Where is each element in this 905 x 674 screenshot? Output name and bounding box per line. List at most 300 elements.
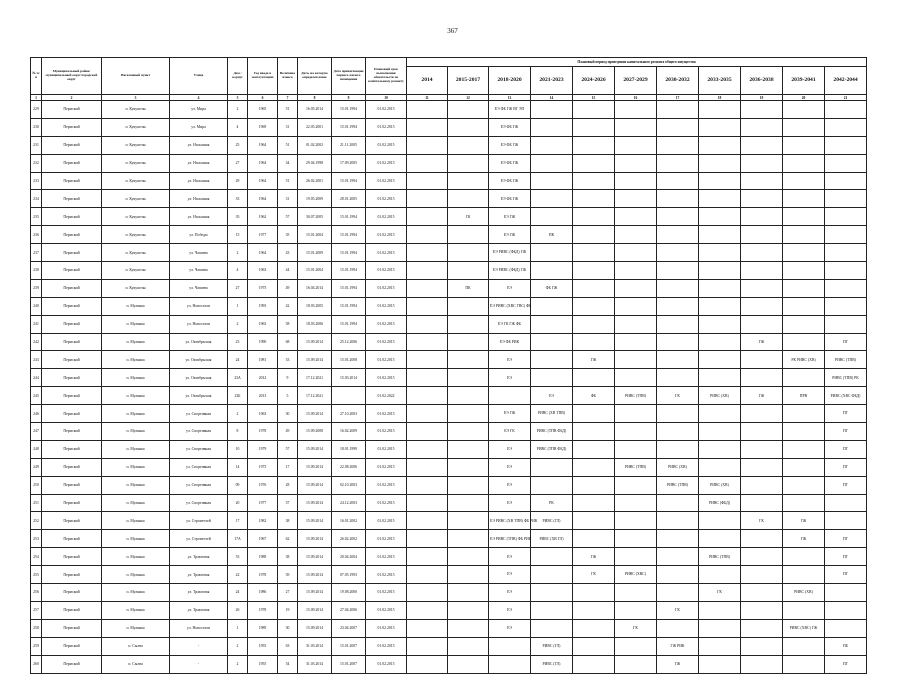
table-cell: 15.01.2008: [332, 351, 366, 369]
table-cell: [657, 136, 699, 154]
table-cell: [531, 548, 573, 566]
table-cell: [783, 244, 825, 262]
table-cell: 25: [228, 136, 248, 154]
table-cell: 15.09.2014: [298, 548, 332, 566]
table-cell: 233: [31, 172, 42, 190]
table-cell: 1963: [248, 315, 278, 333]
table-cell: 19.05.2009: [298, 190, 332, 208]
table-cell: [741, 190, 783, 208]
table-cell: ЕЭ ФБ ГЖ: [489, 154, 531, 172]
table-cell: 51: [278, 101, 298, 119]
table-cell: п. Кукуштан: [102, 262, 170, 280]
table-cell: 1: [228, 619, 248, 637]
table-cell: [573, 244, 615, 262]
table-cell: РИВС (ХВС): [615, 566, 657, 584]
table-cell: [783, 369, 825, 387]
table-cell: [573, 637, 615, 655]
table-cell: 1967: [248, 530, 278, 548]
table-cell: 243: [31, 351, 42, 369]
table-cell: ЕЭ: [489, 369, 531, 387]
column-header: Дата, на которую определен износ: [298, 58, 332, 95]
table-cell: 01.02.2015: [366, 244, 407, 262]
table-cell: РИВС (ТПВ ФБД): [531, 423, 573, 441]
table-cell: ПГ: [825, 440, 867, 458]
table-cell: [825, 619, 867, 637]
table-cell: Пермский: [42, 208, 102, 226]
table-cell: [741, 566, 783, 584]
table-cell: 01.02.2015: [366, 440, 407, 458]
table-cell: 01.02.2015: [366, 226, 407, 244]
table-cell: п. Мулянка: [102, 333, 170, 351]
table-row: [31, 512, 867, 530]
table-cell: Пермский: [42, 333, 102, 351]
table-cell: 30: [278, 405, 298, 423]
table-cell: [407, 512, 448, 530]
table-cell: 17: [278, 458, 298, 476]
table-cell: [407, 208, 448, 226]
table-cell: [615, 512, 657, 530]
table-cell: 20.04.2004: [332, 548, 366, 566]
table-cell: 54: [278, 655, 298, 673]
table-cell: [741, 172, 783, 190]
table-cell: [573, 440, 615, 458]
table-cell: ГЖ: [573, 548, 615, 566]
table-cell: 33: [278, 351, 298, 369]
table-cell: [657, 619, 699, 637]
table-cell: 01.02.2015: [366, 262, 407, 280]
table-cell: [407, 601, 448, 619]
table-cell: 15.01.2007: [332, 637, 366, 655]
table-cell: [615, 154, 657, 172]
table-cell: ПГ: [825, 548, 867, 566]
table-cell: [699, 369, 741, 387]
table-row: [31, 315, 867, 333]
table-cell: п. Кукуштан: [102, 190, 170, 208]
period-group-header: Плановый период проведения капитального ремонта общего имущества: [407, 58, 867, 67]
table-cell: 23Б: [228, 387, 248, 405]
table-cell: 1986: [248, 584, 278, 602]
table-cell: 37: [278, 494, 298, 512]
table-cell: [615, 584, 657, 602]
table-cell: [741, 405, 783, 423]
table-cell: ул. Октябрьская: [170, 369, 228, 387]
table-cell: [615, 637, 657, 655]
table-cell: ул. Октябрьская: [170, 387, 228, 405]
table-cell: [657, 548, 699, 566]
table-cell: [657, 423, 699, 441]
table-cell: ул. Спортивная: [170, 458, 228, 476]
table-cell: [573, 136, 615, 154]
year-header: 2014: [407, 67, 448, 95]
table-cell: ГЖ: [741, 333, 783, 351]
table-cell: 15.01.1994: [332, 315, 366, 333]
table-cell: [573, 279, 615, 297]
table-cell: п. Мулянка: [102, 315, 170, 333]
table-cell: 1978: [248, 566, 278, 584]
table-cell: [407, 315, 448, 333]
table-cell: [615, 440, 657, 458]
table-cell: п. Мулянка: [102, 512, 170, 530]
column-header: Плановый срок выполнения обязательств по капитальному ремонту: [366, 58, 407, 95]
table-cell: 15.01.2007: [332, 655, 366, 673]
table-cell: 29.04.1998: [298, 154, 332, 172]
table-cell: [407, 297, 448, 315]
table-cell: 15.01.1994: [332, 226, 366, 244]
table-cell: [783, 136, 825, 154]
table-cell: [825, 172, 867, 190]
table-cell: РИВС (ХВС ФБД): [825, 387, 867, 405]
table-cell: [448, 530, 489, 548]
table-cell: ул. Чапаева: [170, 279, 228, 297]
repair-schedule-table: [30, 57, 867, 674]
table-cell: 247: [31, 423, 42, 441]
table-row: [31, 423, 867, 441]
table-cell: 18.03.2005: [298, 297, 332, 315]
table-cell: [407, 405, 448, 423]
table-cell: 1979: [248, 440, 278, 458]
column-header: Улица: [170, 58, 228, 95]
table-cell: п. Мулянка: [102, 405, 170, 423]
table-cell: ПГ: [825, 423, 867, 441]
table-cell: 23А: [228, 369, 248, 387]
table-cell: 57: [278, 440, 298, 458]
table-cell: 01.02.2015: [366, 601, 407, 619]
table-cell: 1988: [248, 548, 278, 566]
table-cell: [615, 208, 657, 226]
year-header: 2036-2038: [741, 67, 783, 95]
table-cell: [573, 172, 615, 190]
table-cell: [783, 154, 825, 172]
table-cell: ПК: [531, 226, 573, 244]
table-cell: Пермский: [42, 351, 102, 369]
table-cell: [615, 423, 657, 441]
column-number: 19: [741, 95, 783, 101]
table-cell: [657, 101, 699, 119]
table-cell: 1955: [248, 637, 278, 655]
table-cell: [783, 405, 825, 423]
table-cell: ул. Спортивная: [170, 405, 228, 423]
table-cell: РИВС (ТПВ): [615, 458, 657, 476]
table-cell: 14: [228, 458, 248, 476]
table-cell: 1977: [248, 226, 278, 244]
table-cell: 2: [228, 405, 248, 423]
column-number: 9: [332, 95, 366, 101]
table-cell: Пермский: [42, 244, 102, 262]
table-cell: [448, 440, 489, 458]
table-cell: [699, 262, 741, 280]
table-cell: п. Мулянка: [102, 458, 170, 476]
table-cell: ЕЭ ГЖ: [489, 208, 531, 226]
table-cell: Пермский: [42, 440, 102, 458]
table-cell: [448, 637, 489, 655]
table-cell: [448, 118, 489, 136]
table-row: [31, 637, 867, 655]
table-cell: Пермский: [42, 601, 102, 619]
table-cell: [783, 637, 825, 655]
table-cell: 19.08.2000: [332, 584, 366, 602]
table-cell: 01.02.2015: [366, 476, 407, 494]
table-cell: [448, 494, 489, 512]
table-cell: ЕЭ ГК: [489, 423, 531, 441]
column-header: Год ввода в эксплуатацию: [248, 58, 278, 95]
table-cell: [741, 584, 783, 602]
table-cell: ПГ: [825, 333, 867, 351]
table-cell: ул. Спортивная: [170, 423, 228, 441]
table-cell: 15.01.1994: [332, 101, 366, 119]
table-cell: [741, 530, 783, 548]
table-cell: [741, 476, 783, 494]
table-cell: [657, 262, 699, 280]
table-cell: 231: [31, 136, 42, 154]
table-cell: ГК: [448, 208, 489, 226]
table-cell: Пермский: [42, 458, 102, 476]
table-cell: 242: [31, 333, 42, 351]
table-cell: [531, 118, 573, 136]
table-cell: [573, 655, 615, 673]
table-cell: [448, 423, 489, 441]
table-cell: РИВС (ХВС) ГЖ: [783, 619, 825, 637]
table-cell: РИВС (ТПВ) РК: [825, 369, 867, 387]
table-cell: 254: [31, 548, 42, 566]
table-cell: [699, 351, 741, 369]
table-cell: [657, 118, 699, 136]
table-cell: 18.03.2006: [298, 315, 332, 333]
table-cell: п. Кукуштан: [102, 172, 170, 190]
table-cell: [741, 297, 783, 315]
table-cell: [615, 601, 657, 619]
year-header: 2039-2041: [783, 67, 825, 95]
table-cell: [657, 512, 699, 530]
page-number: 367: [447, 27, 458, 35]
table-cell: 30.07.2005: [298, 208, 332, 226]
table-cell: [615, 351, 657, 369]
table-cell: 27.10.2003: [332, 405, 366, 423]
table-cell: [699, 279, 741, 297]
table-cell: [448, 315, 489, 333]
table-cell: [825, 494, 867, 512]
table-cell: [615, 262, 657, 280]
table-cell: [699, 512, 741, 530]
table-cell: [573, 405, 615, 423]
table-cell: ПГ: [825, 405, 867, 423]
table-cell: [573, 530, 615, 548]
table-cell: 15.01.1994: [332, 297, 366, 315]
table-cell: 1975: [248, 458, 278, 476]
table-cell: п. Мулянка: [102, 494, 170, 512]
table-cell: [783, 494, 825, 512]
table-cell: [825, 315, 867, 333]
table-cell: [448, 369, 489, 387]
table-cell: [573, 190, 615, 208]
column-number: 10: [366, 95, 407, 101]
table-cell: ЕЭ ФБ ГЖ: [489, 118, 531, 136]
table-cell: [699, 655, 741, 673]
table-cell: 1978: [248, 423, 278, 441]
table-cell: ЕЭ ГЖ: [489, 226, 531, 244]
table-cell: п. Мулянка: [102, 530, 170, 548]
table-cell: [783, 279, 825, 297]
table-cell: ЕЭ: [489, 566, 531, 584]
column-header: Величина износа: [278, 58, 298, 95]
table-cell: [657, 494, 699, 512]
table-cell: [825, 101, 867, 119]
table-cell: [699, 297, 741, 315]
table-cell: ПК: [448, 279, 489, 297]
table-cell: [825, 208, 867, 226]
table-cell: 38: [278, 512, 298, 530]
table-cell: [783, 172, 825, 190]
table-cell: [615, 655, 657, 673]
table-cell: [699, 423, 741, 441]
table-cell: ПГ: [825, 530, 867, 548]
table-cell: 22.05.2001: [298, 118, 332, 136]
table-cell: [573, 601, 615, 619]
table-cell: п. Кукуштан: [102, 118, 170, 136]
table-cell: 259: [31, 637, 42, 655]
table-cell: [741, 440, 783, 458]
table-cell: ул. Победы: [170, 226, 228, 244]
table-cell: [448, 655, 489, 673]
table-cell: ЕЭ ФБ РИК: [489, 333, 531, 351]
table-cell: 16.05.2014: [298, 101, 332, 119]
table-cell: 15.09.2014: [298, 476, 332, 494]
table-cell: [573, 333, 615, 351]
table-cell: 01.02.2015: [366, 458, 407, 476]
table-cell: [657, 279, 699, 297]
table-row: [31, 548, 867, 566]
table-cell: 01.02.2015: [366, 315, 407, 333]
table-cell: [825, 601, 867, 619]
table-cell: [407, 262, 448, 280]
table-cell: 21.11.2005: [332, 136, 366, 154]
table-cell: [531, 172, 573, 190]
table-cell: 15.01.1994: [332, 172, 366, 190]
table-cell: [699, 154, 741, 172]
table-cell: [699, 637, 741, 655]
table-cell: п. Мулянка: [102, 584, 170, 602]
table-cell: [825, 584, 867, 602]
table-cell: 35: [228, 208, 248, 226]
table-row: [31, 458, 867, 476]
table-cell: [448, 244, 489, 262]
table-cell: 01.02.2002: [298, 136, 332, 154]
table-cell: [448, 226, 489, 244]
table-cell: [699, 101, 741, 119]
column-header: Дата приватизации первого жилого помещения: [332, 58, 366, 95]
table-cell: [783, 333, 825, 351]
table-cell: п. Мулянка: [102, 619, 170, 637]
table-cell: [573, 458, 615, 476]
column-number: 16: [615, 95, 657, 101]
table-cell: 01.02.2015: [366, 655, 407, 673]
table-cell: 237: [31, 244, 42, 262]
table-cell: [573, 476, 615, 494]
table-cell: ЕЭ: [489, 619, 531, 637]
table-cell: [407, 637, 448, 655]
table-cell: ПГ: [825, 476, 867, 494]
table-cell: 245: [31, 387, 42, 405]
table-cell: [407, 566, 448, 584]
table-cell: [783, 476, 825, 494]
table-cell: ГК: [615, 619, 657, 637]
table-cell: ул. Насыпная: [170, 154, 228, 172]
table-cell: [332, 387, 366, 405]
table-cell: [741, 601, 783, 619]
column-header: № п/п: [31, 58, 42, 95]
table-cell: ГЖ РИК: [657, 637, 699, 655]
table-cell: 235: [31, 208, 42, 226]
table-cell: [407, 279, 448, 297]
column-number: 21: [825, 95, 867, 101]
table-cell: ГЖ: [783, 512, 825, 530]
table-cell: 01.02.2015: [366, 351, 407, 369]
table-cell: [783, 458, 825, 476]
table-cell: 31.03.2014: [298, 655, 332, 673]
table-cell: [615, 494, 657, 512]
table-cell: РИВС (ХВ): [699, 387, 741, 405]
table-cell: 1981: [248, 351, 278, 369]
table-cell: [489, 637, 531, 655]
table-cell: [699, 333, 741, 351]
table-row: [31, 279, 867, 297]
table-cell: [531, 244, 573, 262]
table-cell: 19: [278, 601, 298, 619]
table-cell: 1955: [248, 655, 278, 673]
table-cell: [448, 548, 489, 566]
table-cell: РИВС (ТПВ): [657, 476, 699, 494]
table-cell: 01.02.2015: [366, 118, 407, 136]
table-cell: ул. Строителей: [170, 530, 228, 548]
table-cell: 01.02.2015: [366, 548, 407, 566]
table-cell: ГК: [657, 601, 699, 619]
column-number: 8: [298, 95, 332, 101]
table-cell: 01.02.2015: [366, 101, 407, 119]
table-cell: 26.02.2001: [298, 172, 332, 190]
table-cell: ЕЭ ФБ ГЖ ВГ ЭП: [489, 101, 531, 119]
table-cell: 2: [228, 315, 248, 333]
table-cell: 230: [31, 118, 42, 136]
table-cell: [657, 190, 699, 208]
table-cell: ул. Спортивная: [170, 440, 228, 458]
table-cell: ЕЭ РИВС (ТПВ) ФБ РИК: [489, 530, 531, 548]
table-cell: [741, 369, 783, 387]
table-cell: 15.09.2008: [298, 423, 332, 441]
table-cell: ул. Новоселов: [170, 297, 228, 315]
table-cell: [407, 548, 448, 566]
table-cell: 1969: [248, 118, 278, 136]
table-cell: 1964: [248, 136, 278, 154]
table-cell: 15.09.2014: [298, 584, 332, 602]
table-cell: [783, 262, 825, 280]
table-cell: 234: [31, 190, 42, 208]
table-cell: [407, 101, 448, 119]
table-cell: РИВС (ТПВ ФБД): [531, 440, 573, 458]
table-cell: 257: [31, 601, 42, 619]
table-cell: 01.02.2015: [366, 494, 407, 512]
table-cell: 2: [228, 244, 248, 262]
table-cell: [741, 315, 783, 333]
table-cell: РК: [531, 494, 573, 512]
table-cell: [657, 172, 699, 190]
table-cell: [699, 226, 741, 244]
table-cell: [531, 566, 573, 584]
table-cell: 15.01.2004: [298, 226, 332, 244]
table-cell: 1964: [248, 172, 278, 190]
table-cell: п. Мулянка: [102, 369, 170, 387]
table-cell: [699, 136, 741, 154]
table-cell: РИВС (ФБД): [699, 494, 741, 512]
table-cell: [407, 440, 448, 458]
